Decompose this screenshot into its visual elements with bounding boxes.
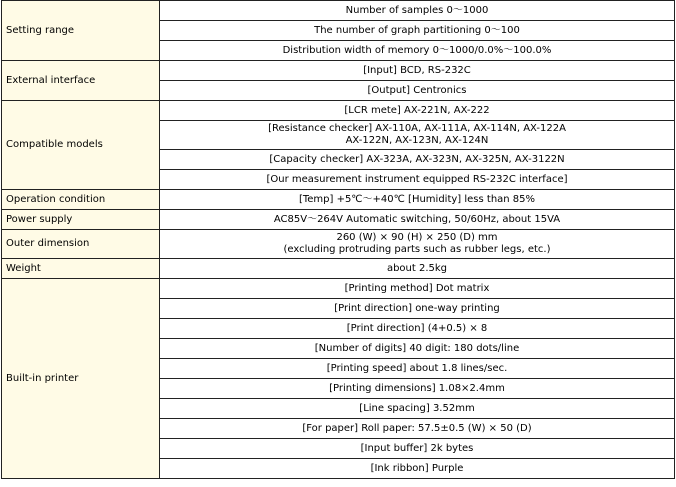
spec-value-line: [Our measurement instrument equipped RS-232C interface]	[266, 173, 568, 185]
spec-label: Compatible models	[2, 101, 160, 190]
spec-value-line: [Print direction] (4+0.5) × 8	[346, 322, 488, 334]
spec-row	[2, 190, 675, 210]
spec-value-line: (excluding protruding parts such as rubber legs, etc.)	[283, 244, 551, 255]
spec-value	[160, 459, 675, 479]
spec-row	[2, 61, 675, 81]
spec-value-line: [Printing speed] about 1.8 lines/sec.	[326, 362, 508, 374]
spec-label: Operation condition	[2, 190, 160, 210]
spec-value-line: [Input] BCD, RS-232C	[363, 64, 471, 76]
spec-value	[160, 399, 675, 419]
spec-value-line: [Resistance checker] AX-110A, AX-111A, AX-114N, AX-122A	[268, 123, 566, 134]
spec-value	[160, 1, 675, 21]
spec-row	[2, 259, 675, 279]
spec-value	[160, 359, 675, 379]
spec-value-line: Number of samples 0〜1000	[345, 4, 489, 16]
spec-value-line: 260 (W) × 90 (H) × 250 (D) mm	[336, 232, 498, 243]
spec-value	[160, 319, 675, 339]
spec-label: Built-in printer	[2, 279, 160, 479]
spec-value	[160, 279, 675, 299]
spec-value-line: The number of graph partitioning 0〜100	[314, 24, 520, 36]
spec-value-line: [LCR mete] AX-221N, AX-222	[344, 104, 490, 116]
spec-value	[160, 299, 675, 319]
spec-value-line: [Line spacing] 3.52mm	[359, 402, 475, 414]
spec-label: Setting range	[2, 1, 160, 61]
spec-value-line: [Output] Centronics	[367, 84, 467, 96]
spec-label: External interface	[2, 61, 160, 101]
spec-value-line: [Printing method] Dot matrix	[344, 282, 490, 294]
spec-value-line: [Ink ribbon] Purple	[370, 462, 464, 474]
spec-value-line: Distribution width of memory 0〜1000/0.0%〜100.0%	[282, 44, 552, 56]
spec-value-line: [Printing dimensions] 1.08×2.4mm	[329, 382, 505, 394]
spec-value-line: [Input buffer] 2k bytes	[360, 442, 474, 454]
spec-label: Outer dimension	[2, 230, 160, 259]
spec-value	[160, 61, 675, 81]
spec-value	[160, 339, 675, 359]
spec-value	[160, 41, 675, 61]
spec-value-line: [Capacity checker] AX-323A, AX-323N, AX-325N, AX-3122N	[269, 153, 565, 165]
spec-value-line: AC85V〜264V Automatic switching, 50/60Hz, about 15VA	[273, 213, 561, 225]
spec-row	[2, 230, 675, 259]
spec-value	[160, 210, 675, 230]
spec-row	[2, 1, 675, 21]
spec-table-body	[2, 1, 675, 479]
spec-value	[160, 81, 675, 101]
spec-label: Weight	[2, 259, 160, 279]
spec-value	[160, 439, 675, 459]
spec-value	[160, 21, 675, 41]
spec-value	[160, 419, 675, 439]
spec-value-line: [Number of digits] 40 digit: 180 dots/line	[314, 342, 520, 354]
spec-value-line: AX-122N, AX-123N, AX-124N	[345, 135, 489, 146]
spec-row	[2, 210, 675, 230]
spec-value-line: [Temp] +5℃〜+40℃ [Humidity] less than 85%	[298, 193, 536, 205]
spec-value	[160, 190, 675, 210]
spec-value-line: [Print direction] one-way printing	[334, 302, 500, 314]
spec-value	[160, 150, 675, 170]
spec-value	[160, 101, 675, 121]
spec-value-line: [For paper] Roll paper: 57.5±0.5 (W) × 50 (D)	[302, 422, 532, 434]
spec-table	[1, 0, 675, 479]
spec-value	[160, 259, 675, 279]
spec-row	[2, 279, 675, 299]
spec-value	[160, 230, 675, 259]
spec-value	[160, 170, 675, 190]
spec-value	[160, 121, 675, 150]
spec-value	[160, 379, 675, 399]
spec-row	[2, 101, 675, 121]
spec-value-line: about 2.5kg	[386, 262, 448, 274]
spec-label: Power supply	[2, 210, 160, 230]
